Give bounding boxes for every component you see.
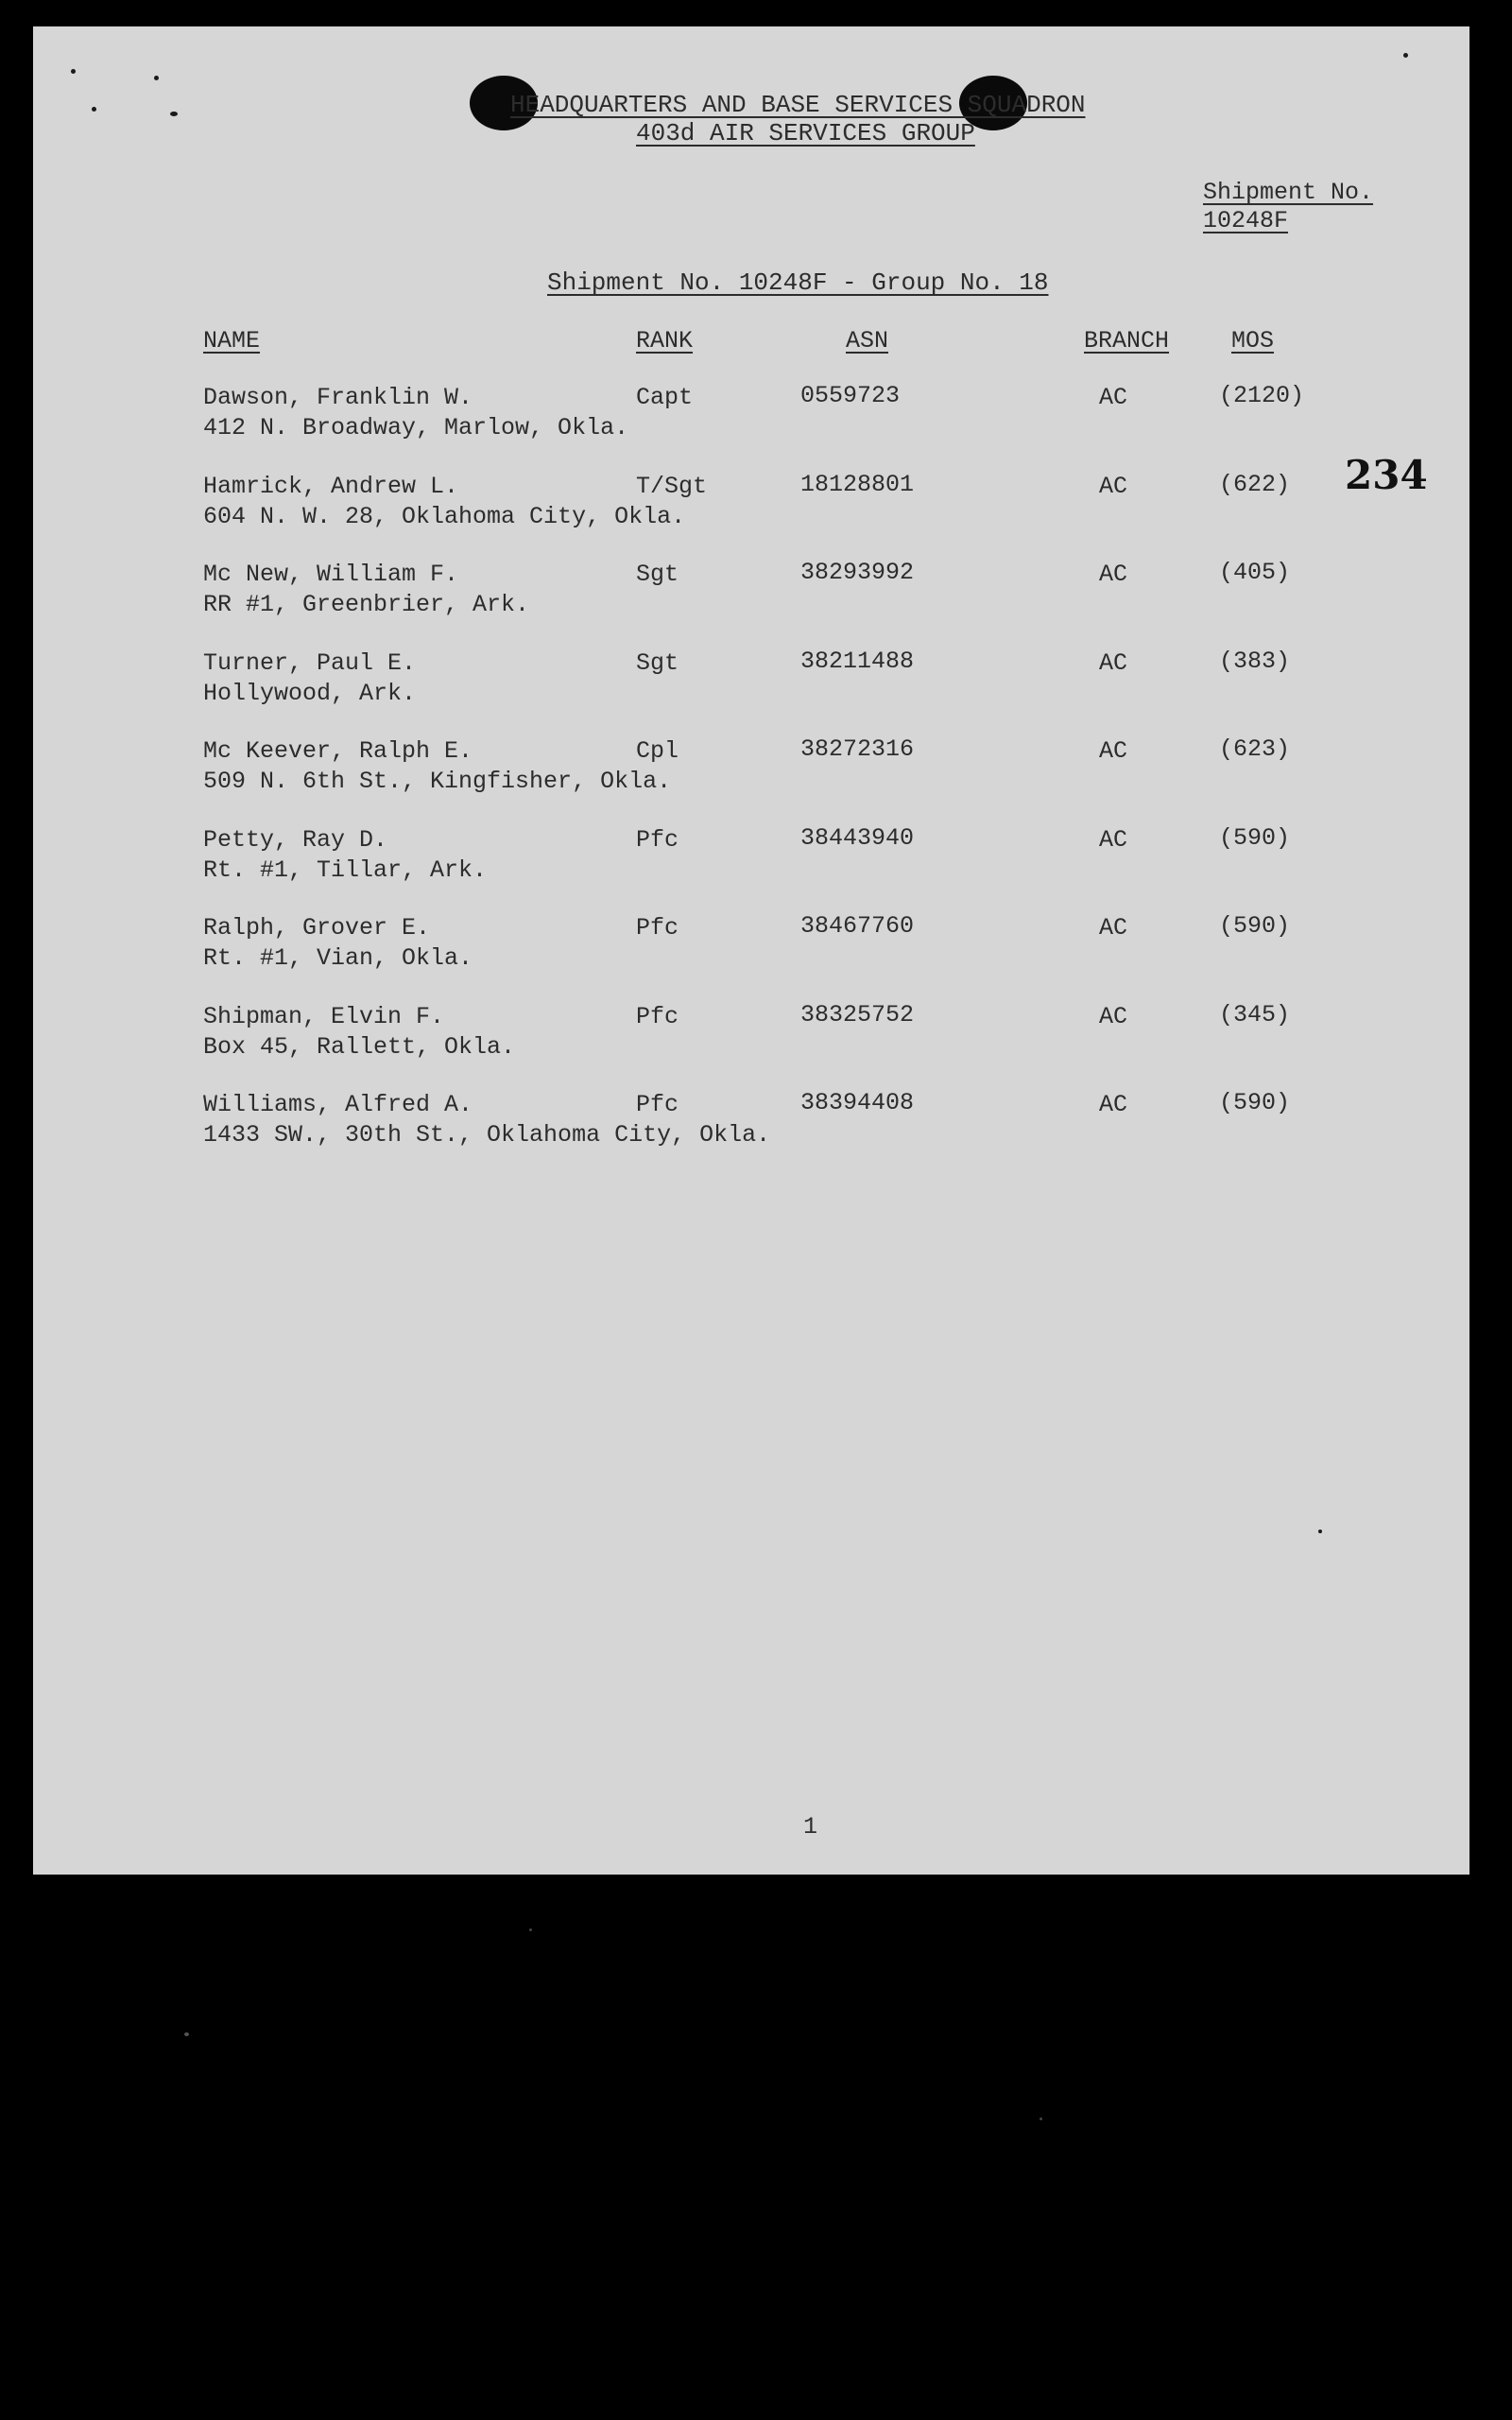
dust-speck (92, 107, 96, 112)
column-header-branch: BRANCH (1084, 327, 1170, 354)
row-address: 1433 SW., 30th St., Oklahoma City, Okla. (203, 1121, 771, 1149)
row-branch: AC (1099, 561, 1128, 588)
row-name: Ralph, Grover E. (203, 914, 431, 942)
row-branch: AC (1099, 737, 1128, 765)
dust-speck (1040, 2118, 1042, 2120)
dust-speck (154, 76, 159, 80)
row-rank: Pfc (636, 914, 679, 942)
dust-speck (1318, 1530, 1322, 1533)
row-asn: 18128801 (800, 471, 915, 498)
row-rank: Sgt (636, 561, 679, 588)
row-mos: (383) (1219, 648, 1291, 675)
row-name: Mc New, William F. (203, 561, 459, 588)
row-asn: 38443940 (800, 824, 915, 852)
row-address: 412 N. Broadway, Marlow, Okla. (203, 414, 629, 441)
row-branch: AC (1099, 384, 1128, 411)
document-page (33, 26, 1469, 1875)
row-name: Hamrick, Andrew L. (203, 473, 459, 500)
row-address: Hollywood, Ark. (203, 680, 417, 707)
row-rank: Pfc (636, 826, 679, 854)
row-name: Petty, Ray D. (203, 826, 388, 854)
row-rank: Pfc (636, 1003, 679, 1030)
row-asn: 38211488 (800, 648, 915, 675)
row-rank: T/Sgt (636, 473, 708, 500)
column-header-mos: MOS (1231, 327, 1275, 354)
row-rank: Pfc (636, 1091, 679, 1118)
row-branch: AC (1099, 826, 1128, 854)
row-address: Rt. #1, Vian, Okla. (203, 944, 473, 972)
row-name: Turner, Paul E. (203, 649, 417, 677)
row-branch: AC (1099, 1091, 1128, 1118)
row-mos: (2120) (1219, 382, 1305, 409)
row-asn: 38394408 (800, 1089, 915, 1116)
row-name: Mc Keever, Ralph E. (203, 737, 473, 765)
dust-speck (170, 112, 178, 116)
row-branch: AC (1099, 473, 1128, 500)
dust-speck (529, 1928, 532, 1931)
row-mos: (345) (1219, 1001, 1291, 1028)
scan-background (0, 1881, 1512, 2420)
dust-speck (1403, 53, 1408, 58)
row-address: RR #1, Greenbrier, Ark. (203, 591, 530, 618)
page-stamp-number: 234 (1345, 452, 1428, 498)
row-address: Box 45, Rallett, Okla. (203, 1033, 516, 1061)
header-line-1: HEADQUARTERS AND BASE SERVICES SQUADRON (510, 91, 1086, 119)
header-line-2: 403d AIR SERVICES GROUP (636, 119, 975, 147)
corner-shipment-label: Shipment No. (1203, 179, 1374, 206)
row-mos: (622) (1219, 471, 1291, 498)
row-address: 509 N. 6th St., Kingfisher, Okla. (203, 768, 672, 795)
row-asn: 38325752 (800, 1001, 915, 1028)
dust-speck (71, 69, 76, 74)
row-asn: 38272316 (800, 735, 915, 763)
column-header-name: NAME (203, 327, 261, 354)
row-address: 604 N. W. 28, Oklahoma City, Okla. (203, 503, 686, 530)
row-asn: 38467760 (800, 912, 915, 940)
column-header-asn: ASN (846, 327, 889, 354)
document-title: Shipment No. 10248F - Group No. 18 (547, 268, 1049, 297)
row-rank: Capt (636, 384, 694, 411)
corner-shipment-value: 10248F (1203, 207, 1289, 234)
column-header-rank: RANK (636, 327, 694, 354)
row-name: Shipman, Elvin F. (203, 1003, 445, 1030)
row-branch: AC (1099, 1003, 1128, 1030)
page-number: 1 (803, 1813, 818, 1841)
row-rank: Sgt (636, 649, 679, 677)
row-name: Williams, Alfred A. (203, 1091, 473, 1118)
row-mos: (623) (1219, 735, 1291, 763)
row-asn: 38293992 (800, 559, 915, 586)
row-branch: AC (1099, 914, 1128, 942)
row-address: Rt. #1, Tillar, Ark. (203, 856, 488, 884)
row-mos: (405) (1219, 559, 1291, 586)
row-name: Dawson, Franklin W. (203, 384, 473, 411)
row-asn: 0559723 (800, 382, 901, 409)
row-branch: AC (1099, 649, 1128, 677)
row-mos: (590) (1219, 912, 1291, 940)
row-mos: (590) (1219, 824, 1291, 852)
row-mos: (590) (1219, 1089, 1291, 1116)
row-rank: Cpl (636, 737, 679, 765)
dust-speck (184, 2032, 189, 2036)
